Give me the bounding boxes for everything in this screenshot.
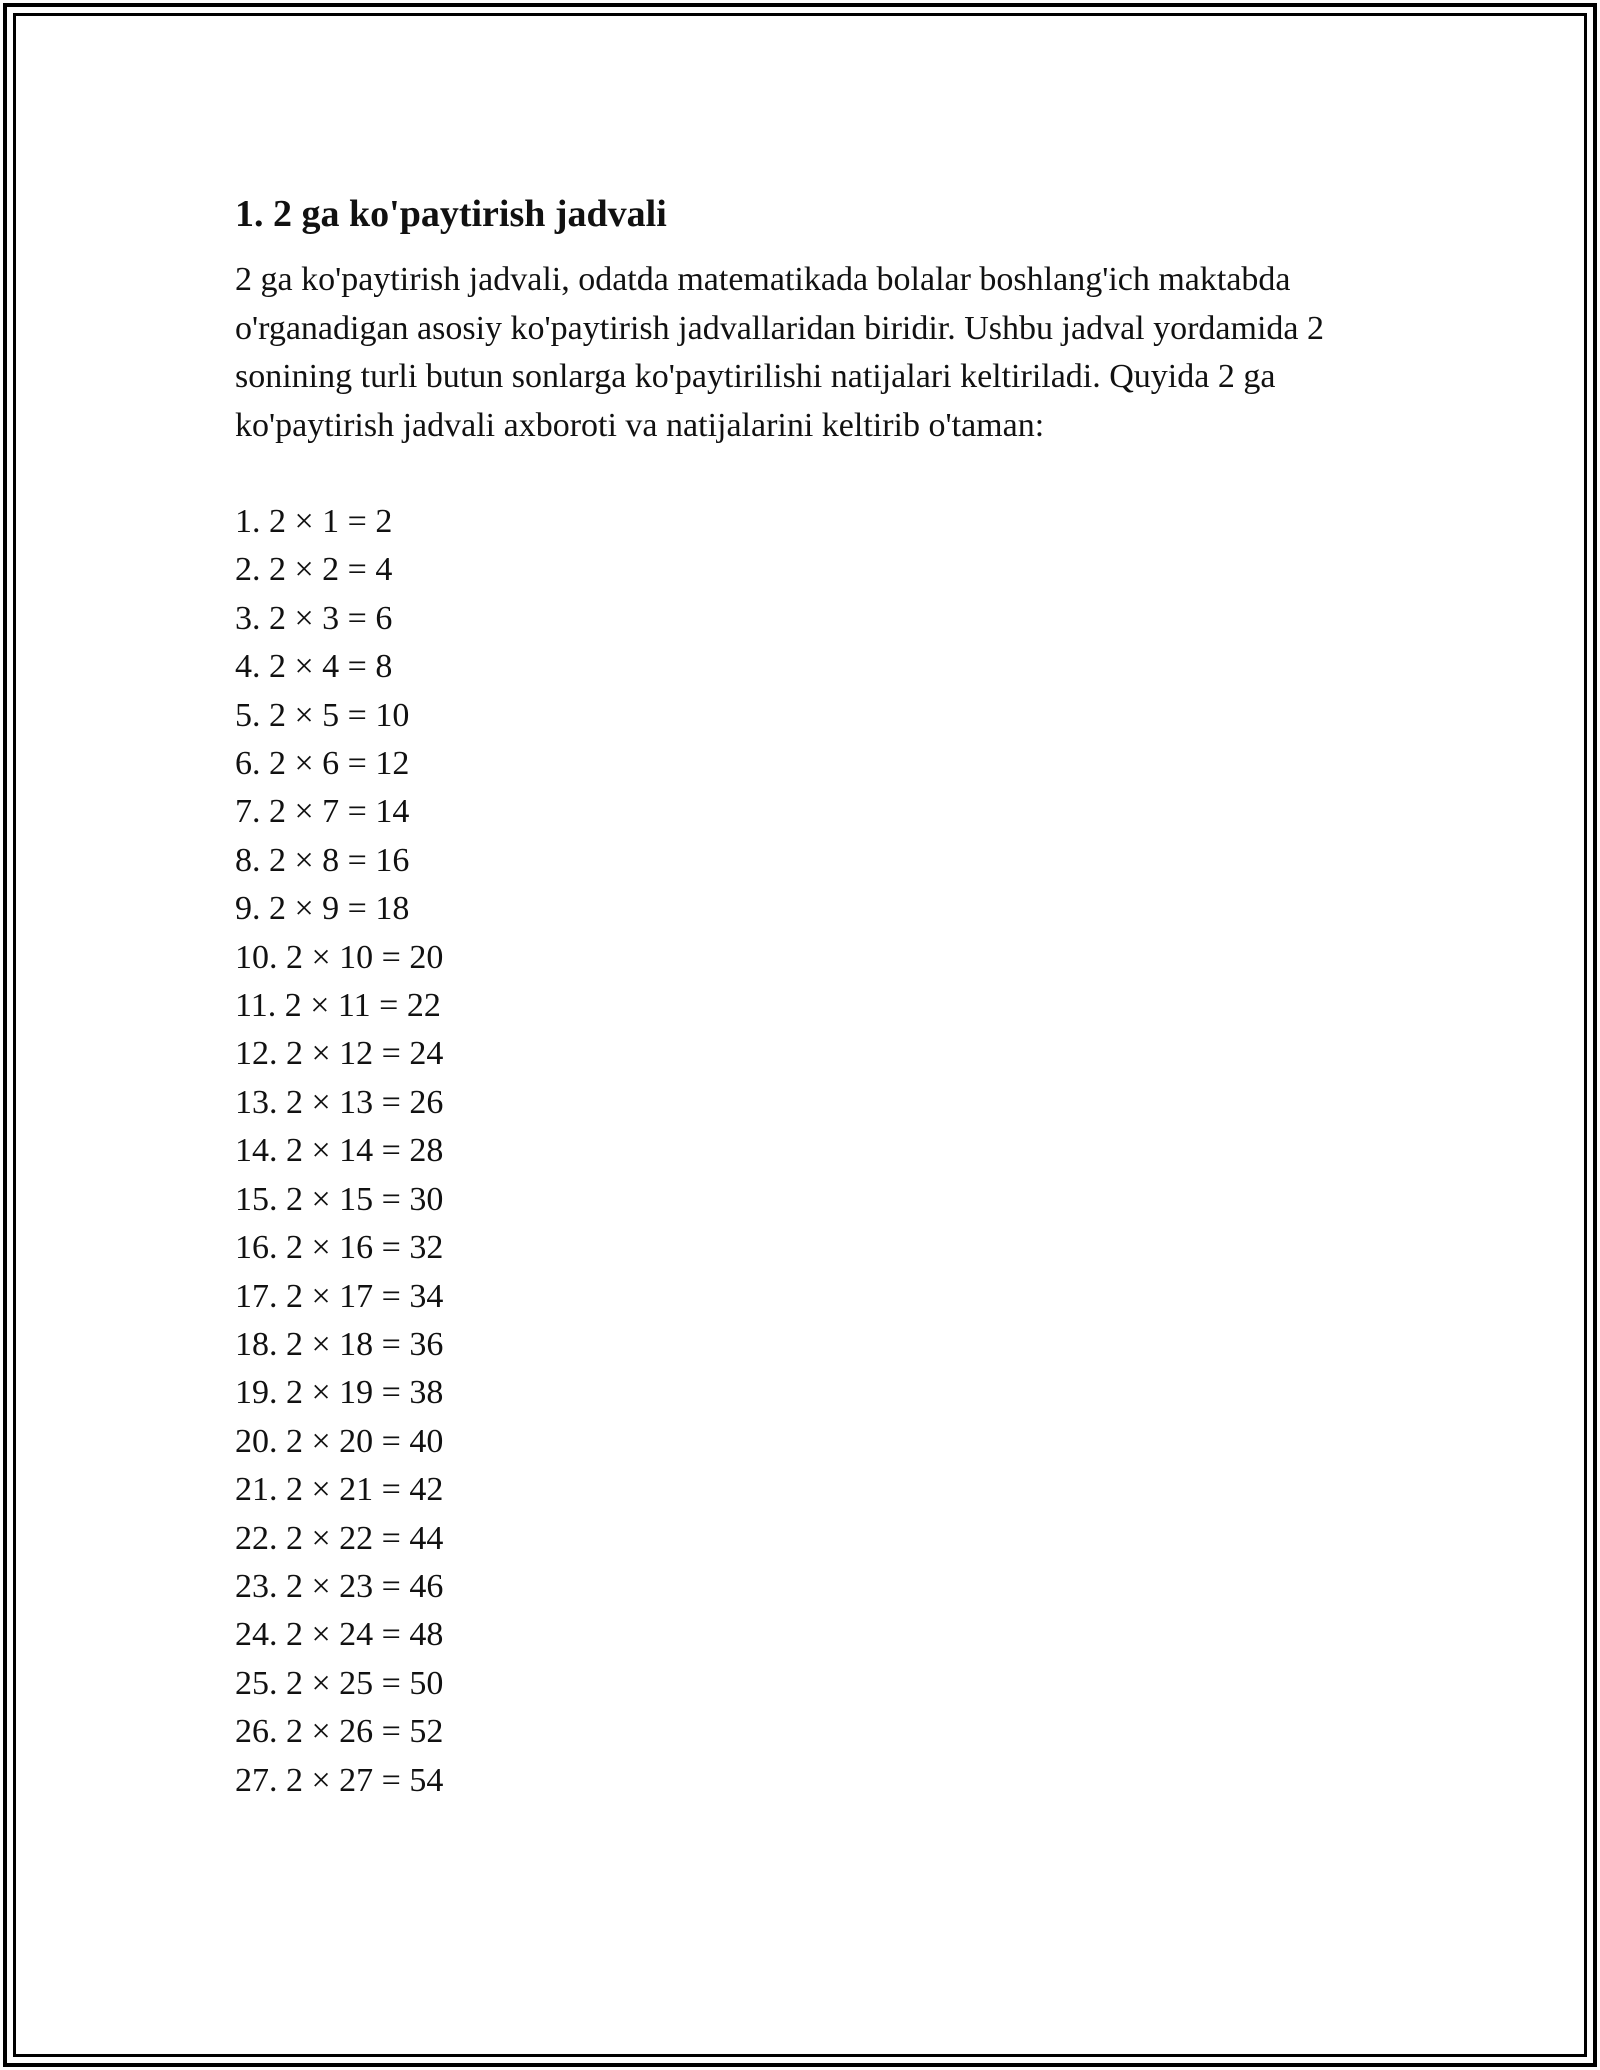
list-item: 24. 2 × 24 = 48 xyxy=(235,1616,444,1654)
list-item: 22. 2 × 22 = 44 xyxy=(235,1519,444,1557)
intro-paragraph: 2 ga ko'paytirish jadvali, odatda matematikada bolalar boshlang'ich maktabda o'rganadigan asosiy ko'paytirish jadvallaridan biridir. Ushbu jadval yordamida 2 sonining turli butun sonlarga ko'paytirilishi natijalari keltiriladi. Quyida 2 ga ko'paytirish jadvali axboroti va natijalarini keltirib o'taman: xyxy=(235,261,1324,444)
section-heading: 1. 2 ga ko'paytirish jadvali xyxy=(235,193,667,235)
document-body xyxy=(235,188,1365,1805)
list-item: 5. 2 × 5 = 10 xyxy=(235,696,410,734)
list-item: 11. 2 × 11 = 22 xyxy=(235,987,441,1025)
list-item: 23. 2 × 23 = 46 xyxy=(235,1567,444,1605)
list-item: 10. 2 × 10 = 20 xyxy=(235,938,444,976)
list-item: 13. 2 × 13 = 26 xyxy=(235,1083,444,1121)
list-item: 7. 2 × 7 = 14 xyxy=(235,793,410,831)
list-item: 3. 2 × 3 = 6 xyxy=(235,599,393,637)
multiplication-list xyxy=(235,498,1365,1805)
list-item: 19. 2 × 19 = 38 xyxy=(235,1374,444,1412)
list-item: 25. 2 × 25 = 50 xyxy=(235,1664,444,1702)
list-item: 9. 2 × 9 = 18 xyxy=(235,890,410,928)
list-item: 20. 2 × 20 = 40 xyxy=(235,1422,444,1460)
list-item: 1. 2 × 1 = 2 xyxy=(235,503,393,540)
list-item: 2. 2 × 2 = 4 xyxy=(235,551,393,589)
list-item: 21. 2 × 21 = 42 xyxy=(235,1471,444,1509)
list-item: 17. 2 × 17 = 34 xyxy=(235,1277,444,1315)
list-item: 14. 2 × 14 = 28 xyxy=(235,1132,444,1170)
list-item: 6. 2 × 6 = 12 xyxy=(235,745,410,783)
list-item: 26. 2 × 26 = 52 xyxy=(235,1713,444,1751)
list-item: 8. 2 × 8 = 16 xyxy=(235,841,410,879)
list-item: 15. 2 × 15 = 30 xyxy=(235,1180,444,1218)
list-item: 18. 2 × 18 = 36 xyxy=(235,1325,444,1363)
list-item: 12. 2 × 12 = 24 xyxy=(235,1035,444,1073)
list-item: 16. 2 × 16 = 32 xyxy=(235,1229,444,1267)
list-item: 27. 2 × 27 = 54 xyxy=(235,1761,444,1799)
list-item: 4. 2 × 4 = 8 xyxy=(235,648,393,686)
